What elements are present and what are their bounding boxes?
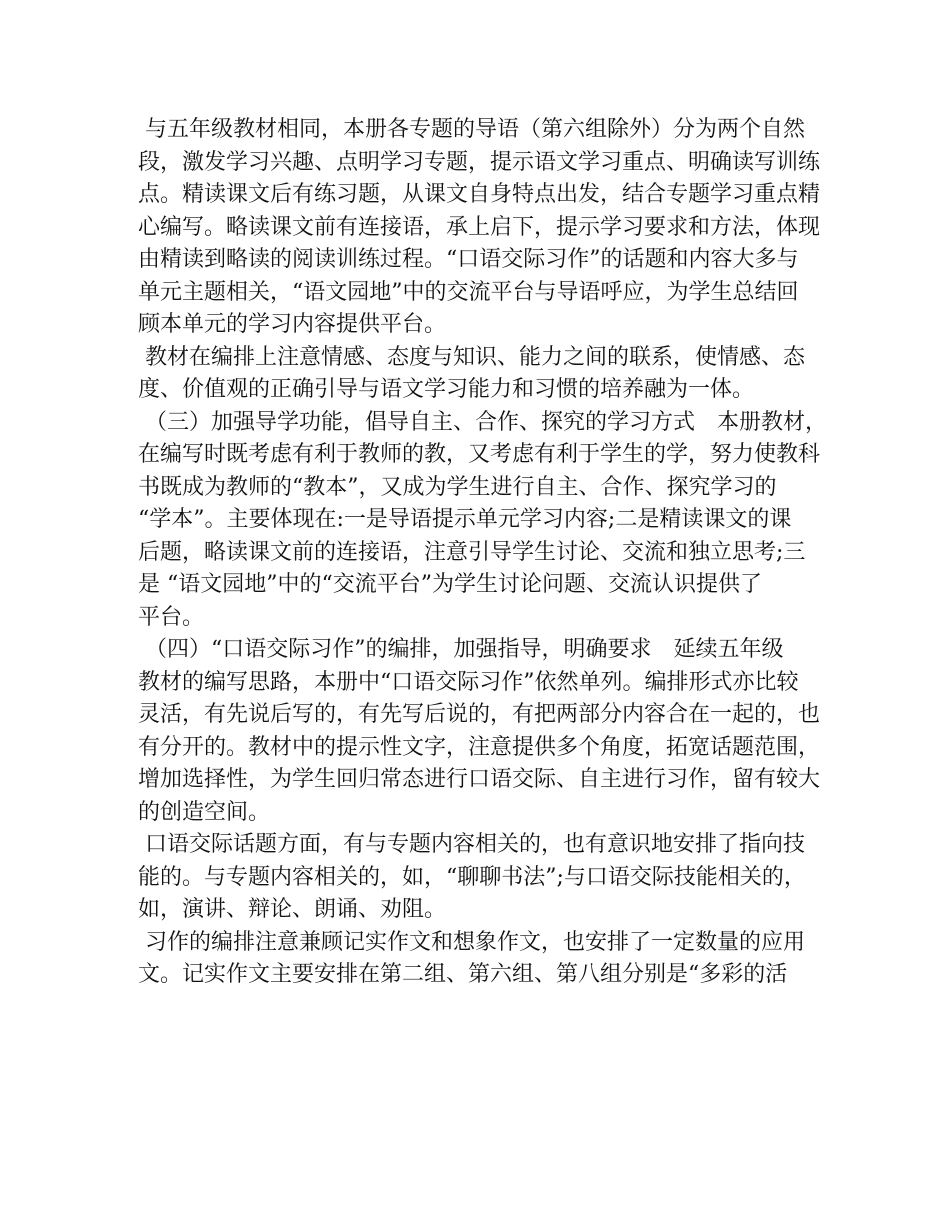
- text-line-12: 书既成为教师的“教本”，又成为学生进行自主、合作、探究学习的: [138, 474, 777, 500]
- text-line-11: 在编写时既考虑有利于教师的教，又考虑有利于学生的学，努力使教科: [138, 442, 821, 467]
- text-line-13: “学本”。主要体现在:一是导语提示单元学习内容;二是精读课文的课: [138, 507, 792, 532]
- text-line-1: 与五年级教材相同，本册各专题的导语（第六组除外）分为两个自然: [138, 117, 805, 142]
- text-line-26: 习作的编排注意兼顾记实作文和想象作文，也安排了一定数量的应用: [138, 929, 805, 955]
- text-line-5: 由精读到略读的阅读训练过程。“口语交际习作”的话题和内容大多与: [138, 247, 799, 272]
- text-line-19: 灵活，有先说后写的，有先写后说的，有把两部分内容合在一起的，也: [138, 702, 821, 727]
- text-line-23: 口语交际话题方面，有与专题内容相关的，也有意识地安排了指向技: [138, 832, 805, 857]
- text-line-27: 文。记实作文主要安排在第二组、第六组、第八组分别是“多彩的活: [138, 962, 788, 987]
- text-line-16: 平台。: [138, 604, 205, 630]
- text-line-21: 增加选择性，为学生回归常态进行口语交际、自主进行习作，留有较大: [138, 767, 821, 792]
- text-line-20: 有分开的。教材中的提示性文字，注意提供多个角度，拓宽话题范围，: [138, 734, 821, 760]
- text-line-9: 度、价值观的正确引导与语文学习能力和习惯的培养融为一体。: [138, 377, 755, 402]
- text-line-6: 单元主题相关，“语文园地”中的交流平台与导语呼应，为学生总结回: [138, 279, 799, 305]
- text-line-25: 如，演讲、辩论、朗诵、劝阻。: [138, 897, 447, 922]
- text-line-3: 点。精读课文后有练习题，从课文自身特点出发，结合专题学习重点精: [138, 182, 821, 207]
- text-line-7: 顾本单元的学习内容提供平台。: [138, 312, 447, 337]
- text-line-14: 后题，略读课文前的连接语，注意引导学生讨论、交流和独立思考;三: [138, 539, 806, 565]
- document-body: [138, 114, 828, 992]
- text-line-4: 心编写。略读课文前有连接语，承上启下，提示学习要求和方法，体现: [138, 214, 821, 240]
- text-line-15: 是 “语文园地”中的“交流平台”为学生讨论问题、交流认识提供了: [138, 572, 762, 597]
- text-line-17: （四）“口语交际习作”的编排，加强指导，明确要求 延续五年级: [138, 637, 784, 662]
- text-line-24: 能的。与专题内容相关的，如，“聊聊书法”;与口语交际技能相关的，: [138, 864, 806, 890]
- text-line-18: 教材的编写思路，本册中“口语交际习作”依然单列。编排形式亦比较: [138, 669, 799, 695]
- text-line-2: 段，激发学习兴趣、点明学习专题，提示语文学习重点、明确读写训练: [138, 149, 821, 175]
- text-line-8: 教材在编排上注意情感、态度与知识、能力之间的联系，使情感、态: [138, 344, 805, 370]
- text-line-22: 的创造空间。: [138, 799, 271, 825]
- text-line-10: （三）加强导学功能，倡导自主、合作、探究的学习方式 本册教材，: [138, 409, 827, 435]
